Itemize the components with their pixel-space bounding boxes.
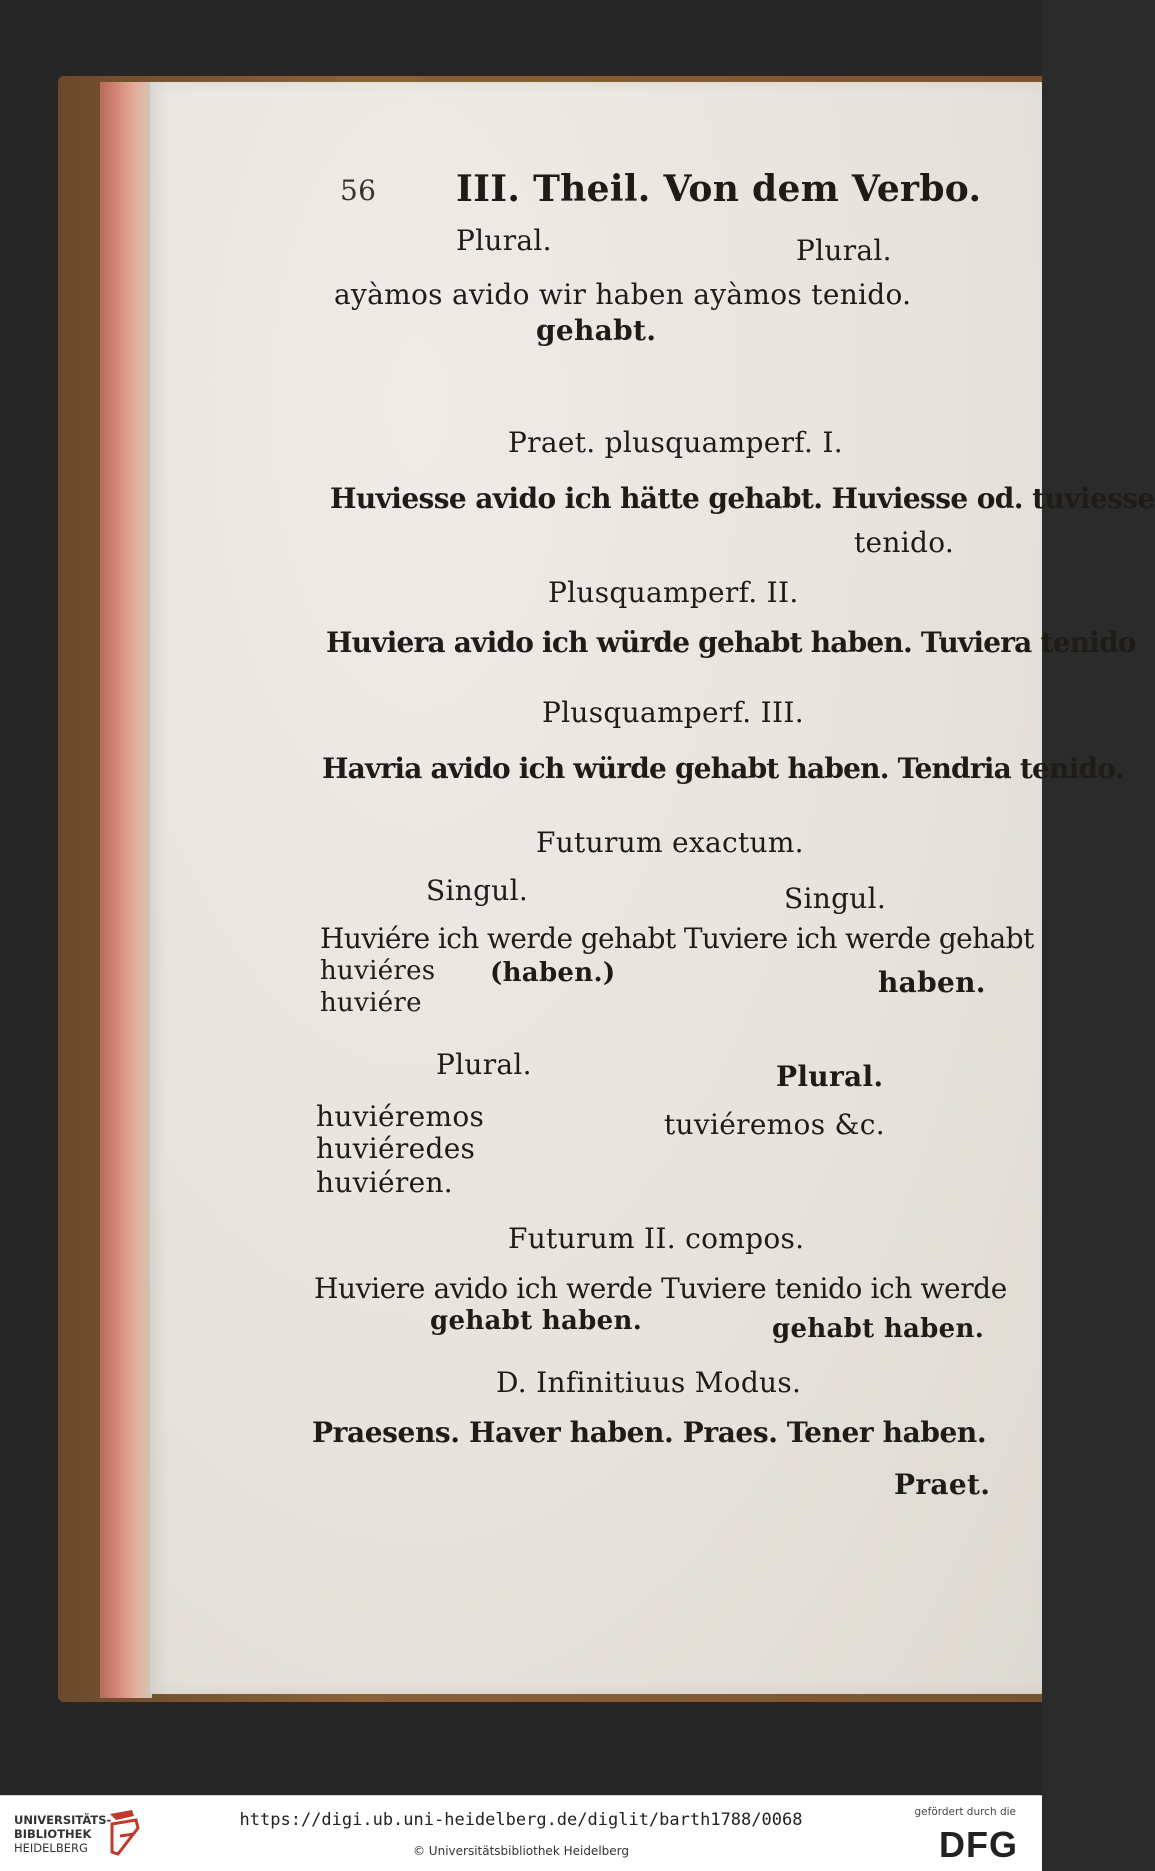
library-name-line: UNIVERSITÄTS-	[14, 1813, 112, 1827]
singul-label-right: Singul.	[784, 882, 887, 915]
text-line: tenido.	[854, 526, 955, 559]
dfg-logo[interactable]: DFG	[939, 1824, 1018, 1865]
text-line: huviéredes	[316, 1132, 476, 1165]
catchword: Praet.	[894, 1468, 991, 1501]
text-line: huviére	[320, 988, 422, 1018]
text-line: Huviere avido ich werde Tuviere tenido ich werde	[314, 1272, 1007, 1305]
text-line: huviéremos	[316, 1100, 485, 1133]
text-line: Huviesse avido ich hätte gehabt. Huviesse od. tuviesse	[330, 482, 1155, 515]
section-heading: Futurum exactum.	[536, 826, 804, 859]
text-line: Huviera avido ich würde gehabt haben. Tuviera tenido	[326, 626, 1136, 659]
section-heading: Praet. plusquamperf. I.	[508, 426, 843, 459]
text-line: Huviére ich werde gehabt Tuviere ich werde gehabt	[320, 922, 1034, 955]
text-line: (haben.)	[490, 958, 616, 988]
page-header: III. Theil. Von dem Verbo.	[456, 168, 982, 210]
section-heading: Plusquamperf. III.	[542, 696, 804, 729]
library-name-line: BIBLIOTHEK	[14, 1827, 92, 1841]
text-line: Havria avido ich würde gehabt haben. Tendria tenido.	[322, 752, 1124, 785]
text-line: Praesens. Haver haben. Praes. Tener haben.	[312, 1416, 987, 1449]
text-line: gehabt haben.	[772, 1314, 985, 1344]
section-heading: Plusquamperf. II.	[548, 576, 799, 609]
text-line: huviéren.	[316, 1166, 453, 1199]
text-line: tuviéremos &c.	[664, 1108, 885, 1141]
viewer-footer	[0, 1795, 1042, 1871]
plural-label-right: Plural.	[796, 234, 892, 267]
section-heading: D. Infinitiuus Modus.	[496, 1366, 802, 1399]
funding-note: gefördert durch die	[914, 1806, 1016, 1818]
copyright-notice: © Universitätsbibliothek Heidelberg	[412, 1844, 629, 1858]
library-name-line: HEIDELBERG	[14, 1841, 88, 1855]
plural-label-right: Plural.	[776, 1060, 884, 1093]
text-line: huviéres	[320, 956, 436, 986]
plural-label-left: Plural.	[456, 224, 552, 257]
text-line: gehabt.	[536, 314, 657, 347]
text-line: haben.	[878, 966, 986, 999]
text-line: ayàmos avido wir haben ayàmos tenido.	[334, 278, 912, 311]
book-page	[150, 82, 1155, 1694]
permalink-url[interactable]: https://digi.ub.uni-heidelberg.de/diglit/barth1788/0068	[239, 1810, 803, 1830]
page-number: 56	[340, 174, 377, 207]
plural-label-left: Plural.	[436, 1048, 532, 1081]
text-line: gehabt haben.	[430, 1306, 643, 1336]
section-heading: Futurum II. compos.	[508, 1222, 805, 1255]
page-edge	[100, 82, 152, 1698]
singul-label-left: Singul.	[426, 874, 529, 907]
